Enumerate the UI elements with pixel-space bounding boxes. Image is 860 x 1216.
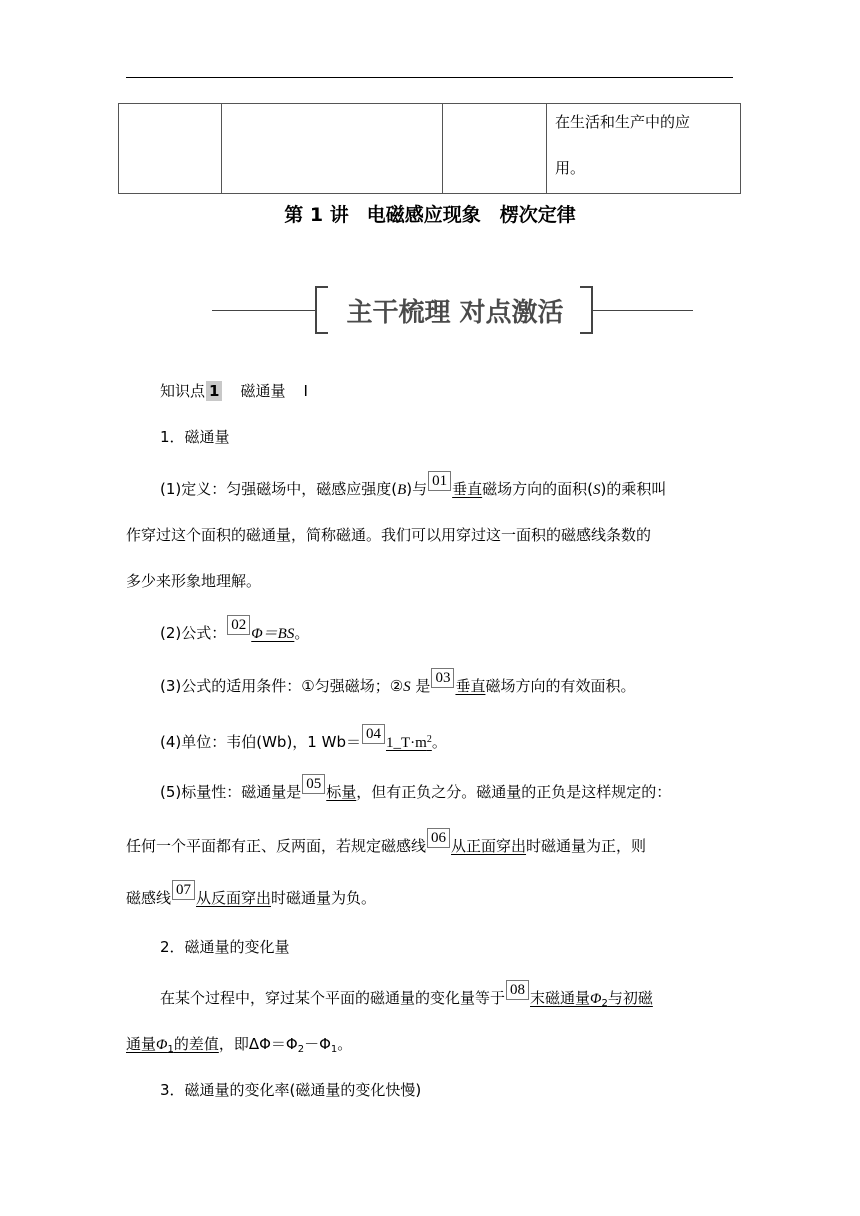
kp-topic: 磁通量 xyxy=(240,382,286,400)
kp-label: 知识点 xyxy=(160,382,206,400)
section-heading: 1．磁通量 xyxy=(160,428,230,446)
change-line: 通量$\Phi_1$的差值，即$\Delta\Phi=\Phi_2-\Phi_1$。 xyxy=(126,1035,353,1055)
answer: 标量 xyxy=(326,783,357,801)
answer-box: 04 xyxy=(362,724,385,744)
answer: 通量$\Phi_1$的差值 xyxy=(126,1035,219,1055)
lecture-title xyxy=(0,200,860,227)
cell-text-line: 在生活和生产中的应 xyxy=(555,113,691,131)
banner-rule-left xyxy=(212,310,315,311)
answer-box: 03 xyxy=(431,668,454,688)
definition-line: 多少来形象地理解。 xyxy=(126,572,262,590)
scalar-line: 磁感线 07 从反面穿出时磁通量为负。 xyxy=(126,882,377,907)
definition-line: 作穿过这个面积的磁通量，简称磁通。我们可以用穿过这一面积的磁感线条数的 xyxy=(126,526,652,544)
answer: 垂直 xyxy=(452,480,483,498)
knowledge-point-heading xyxy=(160,381,308,401)
answer: 从正面穿出 xyxy=(451,837,527,855)
cell-text-line: 用。 xyxy=(555,159,586,177)
answer: $1\_T\cdot m^2$ xyxy=(385,734,432,751)
answer: 从反面穿出 xyxy=(196,889,272,907)
answer: 垂直 xyxy=(455,677,486,695)
scalar-line: (5)标量性：磁通量是 05 标量，但有正负之分。磁通量的正负是这样规定的： xyxy=(160,776,672,801)
condition-line: (3)公式的适用条件：①匀强磁场；②S 是 03 垂直磁场方向的有效面积。 xyxy=(160,670,636,695)
section-banner: 主干梳理 对点激活 xyxy=(346,298,564,328)
unit-line: (4)单位：韦伯(Wb)，1 $Wb= 041\_T\cdot m^2$。 xyxy=(160,726,447,751)
header-rule xyxy=(126,77,733,78)
answer: 末磁通量$\Phi_2$与初磁 xyxy=(530,989,653,1009)
definition-line: (1)定义：匀强磁场中，磁感应强度(B)与 01 垂直磁场方向的面积(S)的乘积叫 xyxy=(160,473,667,498)
table-cell xyxy=(119,104,222,194)
table-cell-application xyxy=(547,104,741,194)
scalar-line: 任何一个平面都有正、反两面，若规定磁感线 06 从正面穿出时磁通量为正，则 xyxy=(126,830,647,855)
kp-badge: 1 xyxy=(206,381,222,401)
kp-level: Ⅰ xyxy=(303,382,308,400)
answer-box: 06 xyxy=(427,828,450,848)
answer: Φ＝BS xyxy=(251,626,295,642)
change-line: 在某个过程中，穿过某个平面的磁通量的变化量等于 08 末磁通量$\Phi_2$与初磁 xyxy=(160,982,653,1009)
banner-rule-right xyxy=(591,310,693,311)
answer-box: 02 xyxy=(227,615,250,635)
table-fragment xyxy=(118,103,741,194)
answer-box: 01 xyxy=(428,471,451,491)
section-heading: 2．磁通量的变化量 xyxy=(160,938,290,956)
section-heading: 3．磁通量的变化率(磁通量的变化快慢) xyxy=(160,1081,422,1099)
table-cell xyxy=(222,104,443,194)
answer-box: 08 xyxy=(506,980,529,1000)
answer-box: 07 xyxy=(172,880,195,900)
answer-box: 05 xyxy=(302,774,325,794)
formula-line: (2)公式： 02Φ＝BS。 xyxy=(160,617,310,642)
banner-bracket-left xyxy=(315,286,328,334)
table-cell xyxy=(443,104,547,194)
lecture-number: 第 1 讲 xyxy=(284,204,349,226)
lecture-name: 电磁感应现象 楞次定律 xyxy=(366,204,576,226)
